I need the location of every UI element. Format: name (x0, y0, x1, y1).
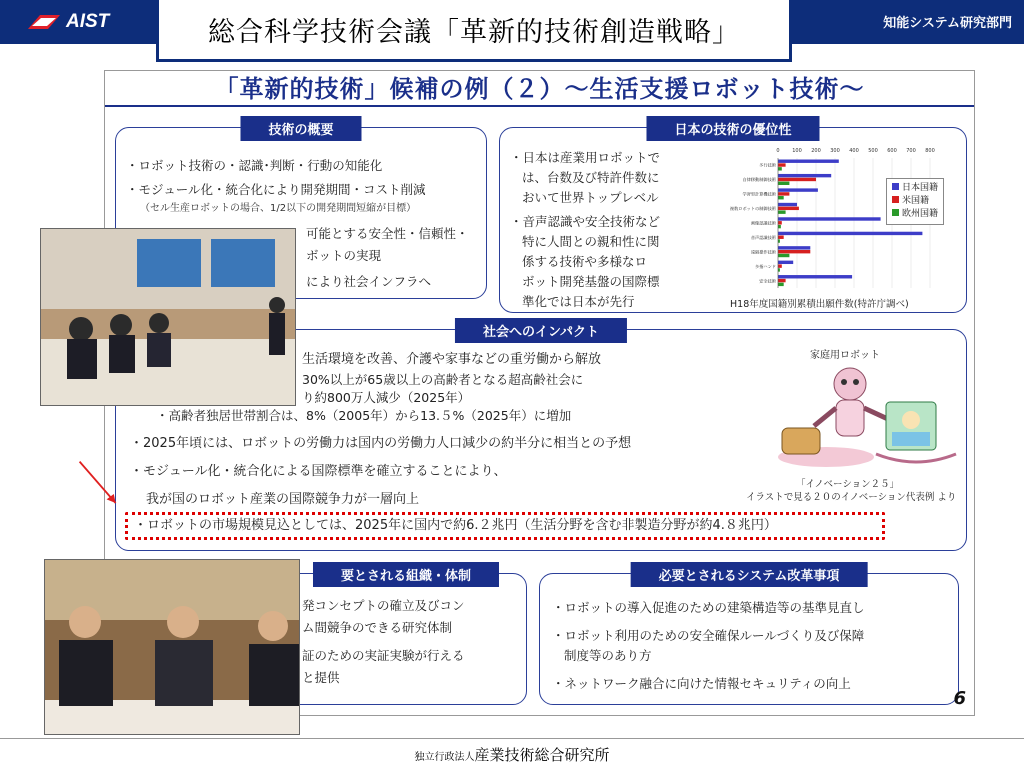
category-label: 多行技術 (759, 162, 776, 168)
advantage-line: ボット開発基盤の国際標 (522, 274, 660, 289)
market-forecast-line: ・ロボットの市場規模見込としては、2025年に国内で約6.２兆円（生活分野を含む非製造分野が約4.８兆円） (134, 518, 777, 533)
overview-line: ・ロボット技術の・認識･判断・行動の知能化 (126, 158, 383, 173)
home-robot-illustration (766, 362, 966, 472)
advantage-line: 係する技術や多様なロ (522, 254, 648, 269)
robot-caption: 「イノベーション２５」 (796, 479, 900, 490)
advantage-line: 特に人間との親和性に関 (522, 234, 660, 249)
overview-line: ・モジュール化・統合化により開発期間・コスト削減 (126, 182, 426, 197)
advantage-line: 準化では日本が先行 (522, 294, 635, 309)
advantage-line: ・音声認識や安全技術など (510, 214, 661, 229)
category-label: 音声認識技術 (750, 234, 776, 240)
legend-label: 日本国籍 (902, 183, 939, 193)
bar-6-0 (778, 246, 810, 249)
bar-0-0 (778, 160, 839, 163)
department-name: 知能システム研究部門 (883, 16, 1012, 31)
bar-4-0 (778, 217, 881, 220)
x-tick-label: 100 (792, 148, 802, 154)
bar-1-2 (778, 182, 789, 185)
slide-page-number: 6 (953, 688, 966, 709)
bar-2-0 (778, 188, 818, 191)
overview-line: 可能とする安全性・信頼性・ (306, 226, 469, 241)
bar-5-0 (778, 232, 922, 235)
advantage-panel (499, 123, 967, 313)
impact-line: 我が国のロボット産業の国際競争力が一層向上 (146, 492, 420, 507)
impact-line: 生活環境を改善、介護や家事などの重労働から解放 (302, 352, 602, 367)
legend-label: 欧州国籍 (902, 209, 939, 219)
bar-3-2 (778, 210, 786, 213)
page-title: 総合科学技術会議「革新的技術創造戦略」 (156, 0, 792, 62)
aist-swoosh-icon (26, 13, 62, 31)
x-tick-label: 200 (811, 148, 821, 154)
x-tick-label: 300 (830, 148, 840, 154)
legend-item-us (892, 195, 938, 208)
organization-heading: 要とされる組織・体制 (313, 562, 499, 587)
chart-legend (886, 178, 944, 225)
footer-prefix: 独立行政法人 (414, 752, 475, 763)
bar-3-0 (778, 203, 797, 206)
overview-line: により社会インフラへ (306, 274, 432, 289)
overview-heading: 技術の概要 (240, 116, 361, 141)
legend-item-japan (892, 182, 938, 195)
bar-5-1 (778, 236, 784, 239)
bar-0-2 (778, 167, 782, 170)
advantage-line: は、台数及び特許件数に (522, 170, 660, 185)
reform-line: ・ロボットの導入促進のための建築構造等の基準見直し (552, 600, 865, 615)
footer (0, 744, 1024, 765)
footer-divider (0, 738, 1024, 739)
impact-line: り約800万人減少（2025年） (302, 390, 471, 405)
reform-line: 制度等のあり方 (564, 648, 652, 663)
chart-caption: H18年度国籍別累積出願件数(特許庁調べ) (730, 299, 909, 310)
organization-line: 発コンセプトの確立及びコン (302, 598, 465, 613)
bar-4-1 (778, 221, 782, 224)
bar-1-1 (778, 178, 816, 181)
bar-7-0 (778, 261, 793, 264)
bar-2-2 (778, 196, 784, 199)
bar-8-0 (778, 275, 852, 278)
bar-2-1 (778, 192, 789, 195)
advantage-heading: 日本の技術の優位性 (646, 116, 819, 141)
category-label: 多指ハンド (755, 263, 776, 269)
meeting-photo-top (40, 228, 296, 406)
meeting-photo-bottom (44, 559, 300, 735)
x-tick-label: 500 (868, 148, 878, 154)
organization-line: と提供 (302, 670, 340, 685)
impact-line: ・高齢者独居世帯割合は、8%（2005年）から13.５%（2025年）に増加 (156, 408, 572, 423)
overview-note: （セル生産ロボットの場合、1/2以下の開発期間短縮が目標） (140, 203, 417, 214)
x-tick-label: 400 (849, 148, 859, 154)
slide-title: 「革新的技術」候補の例（２）～生活支援ロボット技術～ (105, 71, 974, 107)
legend-swatch (892, 183, 899, 190)
advantage-line: ・日本は産業用ロボットで (510, 150, 661, 165)
bar-0-1 (778, 163, 786, 166)
footer-org: 産業技術総合研究所 (474, 746, 610, 764)
x-tick-label: 700 (906, 148, 916, 154)
organization-line: 証のための実証実験が行える (302, 648, 465, 663)
legend-item-eu (892, 208, 938, 221)
red-pointer-arrow (76, 456, 130, 514)
meeting-photo-top-image (41, 229, 296, 406)
category-label: 複数ロボットの制御技術 (729, 206, 776, 212)
bar-6-2 (778, 254, 789, 257)
bar-6-1 (778, 250, 810, 253)
impact-line: ・2025年頃には、ロボットの労働力は国内の労働力人口減少の約半分に相当との予想 (130, 436, 632, 451)
bar-8-2 (778, 283, 784, 286)
category-label: 安全技術 (759, 278, 776, 284)
x-tick-label: 0 (776, 148, 780, 154)
reform-line: ・ロボット利用のための安全確保ルールづくり及び保障 (552, 628, 865, 643)
impact-line: 30%以上が65歳以上の高齢者となる超高齢社会に (302, 372, 584, 387)
legend-label: 米国籍 (902, 196, 930, 206)
category-label: 遠隔操作技術 (750, 249, 776, 255)
impact-heading: 社会へのインパクト (455, 318, 627, 343)
legend-swatch (892, 196, 899, 203)
bar-3-1 (778, 207, 799, 210)
reform-line: ・ネットワーク融合に向けた情報セキュリティの向上 (552, 676, 851, 691)
category-label: 自律移動制御技術 (742, 177, 776, 183)
bar-4-2 (778, 225, 781, 228)
reform-panel (539, 569, 959, 705)
reform-heading: 必要とされるシステム改革事項 (631, 562, 868, 587)
bar-1-0 (778, 174, 831, 177)
category-label: 学習型計算機技術 (742, 191, 776, 197)
bar-8-1 (778, 279, 786, 282)
advantage-line: おいて世界トップレベル (522, 190, 659, 205)
organization-line: ム間競争のできる研究体制 (302, 620, 453, 635)
x-tick-label: 600 (887, 148, 897, 154)
market-forecast-highlight (125, 512, 885, 540)
robot-caption: イラストで見る２０のイノベーション代表例 より (746, 492, 957, 503)
meeting-photo-bottom-image (45, 560, 300, 735)
overview-line: ボットの実現 (306, 248, 382, 263)
robot-label: 家庭用ロボット (810, 350, 880, 361)
impact-line: ・モジュール化・統合化による国際標準を確立することにより、 (130, 464, 507, 479)
category-label: 画像認識技術 (750, 220, 776, 226)
x-tick-label: 800 (925, 148, 935, 154)
legend-swatch (892, 209, 899, 216)
aist-logo (26, 9, 136, 35)
bar-7-1 (778, 264, 782, 267)
logo-text: AIST (66, 11, 110, 32)
